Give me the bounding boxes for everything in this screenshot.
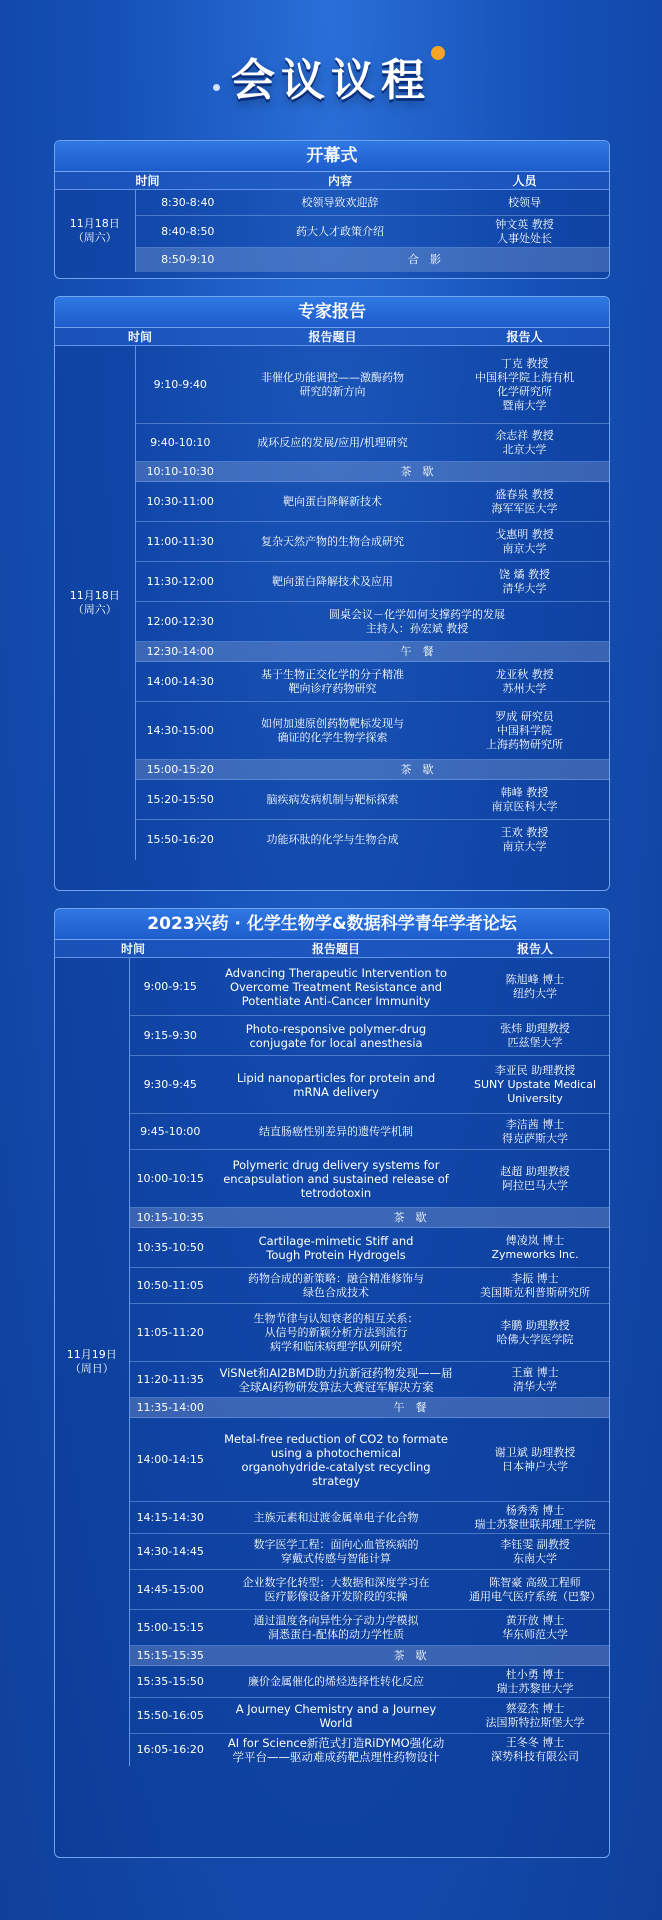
time-cell: 9:15-9:30 — [129, 1016, 211, 1056]
time-cell: 10:00-10:15 — [129, 1150, 211, 1208]
topic-cell — [225, 780, 440, 820]
merged-cell — [225, 642, 609, 662]
speaker-text: 王冬冬 博士 深势科技有限公司 — [491, 1735, 579, 1763]
topic-cell — [211, 1268, 461, 1304]
table-row — [55, 642, 609, 662]
topic-cell — [211, 1502, 461, 1534]
time-cell: 9:30-9:45 — [129, 1056, 211, 1114]
merged-cell — [211, 1646, 609, 1666]
time-cell: 16:05-16:20 — [129, 1734, 211, 1766]
table-row — [55, 1114, 609, 1150]
time-cell: 10:35-10:50 — [129, 1228, 211, 1268]
date-cell — [55, 958, 129, 1766]
speaker-text: 李洁茜 博士 得克萨斯大学 — [502, 1117, 568, 1145]
col-time: 时间 — [55, 940, 211, 958]
forum-table — [55, 940, 609, 1766]
time-cell: 10:10-10:30 — [135, 462, 225, 482]
topic-text: A Journey Chemistry and a Journey World — [235, 1701, 437, 1730]
table-row — [55, 1534, 609, 1570]
time-cell: 14:45-15:00 — [129, 1570, 211, 1610]
speaker-cell — [440, 562, 609, 602]
date-cell — [55, 346, 135, 860]
speaker-text: 校领导 — [508, 195, 541, 209]
time-cell: 15:35-15:50 — [129, 1666, 211, 1698]
table-row — [55, 1016, 609, 1056]
topic-text: Polymeric drug delivery systems for encapsulation and sustained release of tetrodotoxin — [223, 1157, 449, 1200]
table-row — [55, 1056, 609, 1114]
topic-cell — [211, 1304, 461, 1362]
expert-header-row — [55, 328, 609, 346]
speaker-text: 张炜 助理教授 匹兹堡大学 — [500, 1021, 570, 1049]
table-row — [55, 760, 609, 780]
merged-cell — [225, 760, 609, 780]
table-row — [55, 1698, 609, 1734]
merged-text: 茶 歇 — [400, 464, 434, 478]
time-cell: 14:00-14:30 — [135, 662, 225, 702]
topic-text: 数字医学工程：面向心血管疾病的 穿戴式传感与智能计算 — [253, 1537, 419, 1565]
table-row — [55, 958, 609, 1016]
topic-cell — [211, 1610, 461, 1646]
time-cell: 14:00-14:15 — [129, 1418, 211, 1502]
speaker-text: 盛春泉 教授 海军军医大学 — [491, 487, 558, 515]
topic-cell — [225, 662, 440, 702]
expert-table — [55, 328, 609, 860]
table-row — [55, 1646, 609, 1666]
merged-cell — [211, 1208, 609, 1228]
topic-text: 生物节律与认知衰老的相互关系： 从信号的新颖分析方法到流行 病学和临床病理学队列研究 — [253, 1311, 419, 1353]
date-label: 11月18日 — [69, 216, 120, 230]
table-row — [55, 1208, 609, 1228]
table-row — [55, 820, 609, 860]
topic-text: 结直肠癌性别差异的遗传学机制 — [259, 1124, 414, 1138]
speaker-text: 丁克 教授 中国科学院上海有机 化学研究所 暨南大学 — [475, 356, 574, 412]
topic-cell — [225, 482, 440, 522]
topic-text: Advancing Therapeutic Intervention to Overcome Treatment Resistance and Potentiate Anti-Cancer Immunity — [225, 965, 447, 1008]
table-row — [55, 1362, 609, 1398]
topic-cell — [211, 1698, 461, 1734]
speaker-cell — [461, 1016, 609, 1056]
table-row — [55, 780, 609, 820]
speaker-text: 罗成 研究员 中国科学院 上海药物研究所 — [486, 709, 563, 751]
speaker-text: 钟文英 教授 人事处处长 — [495, 217, 554, 245]
merged-text: 茶 歇 — [393, 1210, 427, 1224]
time-cell: 14:30-14:45 — [129, 1534, 211, 1570]
table-row — [55, 702, 609, 760]
table-row — [55, 346, 609, 424]
merged-text: 午 餐 — [400, 644, 434, 658]
topic-cell — [211, 1056, 461, 1114]
topic-cell — [240, 190, 440, 216]
speaker-cell — [461, 1304, 609, 1362]
table-row — [55, 1418, 609, 1502]
merged-cell — [225, 462, 609, 482]
topic-cell — [211, 1114, 461, 1150]
speaker-cell — [461, 1502, 609, 1534]
speaker-text: 陈旭峰 博士 纽约大学 — [505, 972, 565, 1000]
merged-text: 茶 歇 — [393, 1648, 427, 1662]
speaker-cell — [440, 216, 609, 248]
time-cell: 9:40-10:10 — [135, 424, 225, 462]
topic-cell — [225, 820, 440, 860]
topic-cell — [211, 1534, 461, 1570]
table-row — [55, 1398, 609, 1418]
speaker-text: 谢卫斌 助理教授 日本神户大学 — [494, 1445, 576, 1473]
time-cell: 9:00-9:15 — [129, 958, 211, 1016]
table-row — [55, 424, 609, 462]
speaker-cell — [440, 522, 609, 562]
speaker-cell — [461, 1114, 609, 1150]
table-row — [55, 248, 609, 272]
time-cell: 11:00-11:30 — [135, 522, 225, 562]
time-cell: 15:20-15:50 — [135, 780, 225, 820]
speaker-text: 杨秀秀 博士 瑞士苏黎世联邦理工学院 — [474, 1503, 596, 1531]
speaker-cell — [440, 424, 609, 462]
col-topic: 报告题目 — [211, 940, 461, 958]
table-row — [55, 216, 609, 248]
forum-header-row — [55, 940, 609, 958]
table-row — [55, 1610, 609, 1646]
topic-text: ViSNet和AI2BMD助力抗新冠药物发现——届 全球AI药物研发算法大赛冠军解决方案 — [219, 1365, 453, 1394]
time-cell: 15:00-15:20 — [135, 760, 225, 780]
speaker-text: 王童 博士 清华大学 — [511, 1365, 559, 1393]
topic-cell — [211, 1228, 461, 1268]
speaker-cell — [461, 1228, 609, 1268]
merged-cell — [240, 248, 609, 272]
speaker-text: 杜小勇 博士 瑞士苏黎世大学 — [496, 1667, 574, 1695]
topic-cell — [211, 1570, 461, 1610]
speaker-text: 余志祥 教授 北京大学 — [495, 428, 554, 456]
topic-text: 企业数字化转型：大数据和深度学习在 医疗影像设备开发阶段的实操 — [242, 1575, 430, 1603]
merged-text: 圆桌会议－化学如何支撑药学的发展 主持人：孙宏斌 教授 — [329, 607, 505, 635]
forum-title: 2023兴药 · 化学生物学&数据科学青年学者论坛 — [55, 909, 609, 940]
topic-text: 通过温度各向异性分子动力学模拟 洞悉蛋白-配体的动力学性质 — [253, 1613, 419, 1641]
time-cell: 12:30-14:00 — [135, 642, 225, 662]
table-row — [55, 190, 609, 216]
col-speaker: 报告人 — [440, 328, 609, 346]
topic-cell — [225, 346, 440, 424]
date-label: 11月19日 — [66, 1347, 117, 1361]
time-cell: 10:15-10:35 — [129, 1208, 211, 1228]
time-cell: 15:50-16:05 — [129, 1698, 211, 1734]
weekday-label: （周六） — [72, 230, 117, 244]
topic-cell — [225, 702, 440, 760]
topic-text: 非催化功能调控——激酶药物 研究的新方向 — [261, 370, 405, 398]
topic-text: Lipid nanoparticles for protein and mRNA delivery — [236, 1070, 436, 1099]
decor-orange-dot — [431, 46, 445, 60]
topic-cell — [225, 522, 440, 562]
speaker-cell — [461, 1610, 609, 1646]
topic-text: 基于生物正交化学的分子精准 靶向诊疗药物研究 — [261, 667, 405, 695]
time-cell: 15:50-16:20 — [135, 820, 225, 860]
topic-text: 药大人才政策介绍 — [296, 224, 385, 238]
merged-text: 合 影 — [408, 252, 441, 266]
speaker-cell — [461, 1534, 609, 1570]
table-row — [55, 1502, 609, 1534]
speaker-cell — [440, 482, 609, 522]
topic-cell — [211, 1362, 461, 1398]
forum-section — [54, 908, 610, 1858]
col-content: 内容 — [240, 172, 440, 190]
speaker-text: 李振 博士 美国斯克利普斯研究所 — [480, 1271, 590, 1299]
opening-table — [55, 172, 609, 272]
time-cell: 12:00-12:30 — [135, 602, 225, 642]
merged-cell — [225, 602, 609, 642]
topic-text: AI for Science新范式打造RiDYMO强化动 学平台——驱动难成药靶点理性药物设计 — [227, 1735, 445, 1764]
weekday-label: （周六） — [72, 602, 117, 616]
opening-header-row — [55, 172, 609, 190]
time-cell: 9:10-9:40 — [135, 346, 225, 424]
time-cell: 15:00-15:15 — [129, 1610, 211, 1646]
speaker-cell — [440, 346, 609, 424]
time-cell: 8:50-9:10 — [135, 248, 240, 272]
col-person: 人员 — [440, 172, 609, 190]
table-row — [55, 1228, 609, 1268]
weekday-label: （周日） — [69, 1361, 114, 1375]
speaker-text: 李鹏 助理教授 哈佛大学医学院 — [496, 1318, 574, 1346]
speaker-text: 龙亚秋 教授 苏州大学 — [495, 667, 554, 695]
time-cell: 15:15-15:35 — [129, 1646, 211, 1666]
time-cell: 8:40-8:50 — [135, 216, 240, 248]
speaker-cell — [461, 1268, 609, 1304]
topic-text: 药物合成的新策略：融合精准修饰与 绿色合成技术 — [248, 1271, 425, 1299]
speaker-cell — [461, 1418, 609, 1502]
topic-text: 主族元素和过渡金属单电子化合物 — [253, 1510, 419, 1524]
speaker-cell — [461, 1150, 609, 1208]
topic-cell — [211, 1734, 461, 1766]
time-cell: 11:05-11:20 — [129, 1304, 211, 1362]
speaker-text: 陈智豪 高级工程师 通用电气医疗系统（巴黎） — [469, 1575, 601, 1603]
speaker-cell — [461, 1698, 609, 1734]
speaker-text: 李亚民 助理教授 SUNY Upstate Medical University — [474, 1063, 597, 1105]
speaker-text: 王欢 教授 南京大学 — [500, 825, 549, 853]
page-header — [0, 44, 662, 108]
topic-text: 功能环肽的化学与生物合成 — [266, 832, 399, 846]
col-speaker: 报告人 — [461, 940, 609, 958]
table-row — [55, 482, 609, 522]
speaker-text: 韩峰 教授 南京医科大学 — [491, 785, 558, 813]
topic-cell — [225, 562, 440, 602]
topic-text: 校领导致欢迎辞 — [301, 195, 379, 209]
decor-white-dot — [213, 84, 220, 91]
table-row — [55, 1734, 609, 1766]
topic-cell — [211, 1016, 461, 1056]
topic-cell — [225, 424, 440, 462]
col-time: 时间 — [55, 172, 240, 190]
topic-cell — [211, 1666, 461, 1698]
topic-cell — [211, 1418, 461, 1502]
speaker-cell — [461, 1666, 609, 1698]
topic-text: Photo-responsive polymer-drug conjugate for local anesthesia — [245, 1021, 427, 1050]
col-topic: 报告题目 — [225, 328, 440, 346]
speaker-cell — [440, 820, 609, 860]
table-row — [55, 462, 609, 482]
table-row — [55, 1268, 609, 1304]
topic-cell — [211, 1150, 461, 1208]
table-row — [55, 1304, 609, 1362]
col-time: 时间 — [55, 328, 225, 346]
time-cell: 11:30-12:00 — [135, 562, 225, 602]
topic-text: Cartilage-mimetic Stiff and Tough Protein Hydrogels — [258, 1233, 414, 1262]
topic-text: Metal-free reduction of CO2 to formate using a photochemical organohydride-catalyst recycling strategy — [224, 1431, 448, 1488]
topic-text: 脑疾病发病机制与靶标探索 — [266, 792, 399, 806]
speaker-cell — [440, 190, 609, 216]
merged-text: 茶 歇 — [400, 762, 434, 776]
table-row — [55, 1666, 609, 1698]
table-row — [55, 1150, 609, 1208]
speaker-cell — [461, 958, 609, 1016]
topic-text: 如何加速原创药物靶标发现与 确证的化学生物学探索 — [261, 716, 405, 744]
expert-section — [54, 296, 610, 891]
speaker-text: 戈惠明 教授 南京大学 — [495, 527, 554, 555]
time-cell: 9:45-10:00 — [129, 1114, 211, 1150]
speaker-text: 黄开放 博士 华东师范大学 — [502, 1613, 568, 1641]
topic-text: 成环反应的发展/应用/机理研究 — [257, 435, 408, 449]
topic-text: 靶向蛋白降解技术及应用 — [272, 574, 394, 588]
opening-section — [54, 140, 610, 279]
table-row — [55, 1570, 609, 1610]
merged-text: 午 餐 — [393, 1400, 427, 1414]
speaker-text: 李钰雯 副教授 东南大学 — [500, 1537, 570, 1565]
date-cell — [55, 190, 135, 272]
topic-cell — [211, 958, 461, 1016]
topic-text: 靶向蛋白降解新技术 — [283, 494, 383, 508]
speaker-cell — [461, 1734, 609, 1766]
time-cell: 14:15-14:30 — [129, 1502, 211, 1534]
time-cell: 11:20-11:35 — [129, 1362, 211, 1398]
table-row — [55, 522, 609, 562]
speaker-text: 饶 燏 教授 清华大学 — [499, 567, 550, 595]
speaker-cell — [440, 780, 609, 820]
speaker-cell — [440, 702, 609, 760]
page-title: 会议议程 — [231, 44, 431, 108]
date-label: 11月18日 — [69, 588, 120, 602]
topic-text: 复杂天然产物的生物合成研究 — [261, 534, 405, 548]
opening-title: 开幕式 — [55, 141, 609, 172]
time-cell: 8:30-8:40 — [135, 190, 240, 216]
topic-text: 廉价金属催化的烯烃选择性转化反应 — [248, 1674, 425, 1688]
speaker-cell — [440, 662, 609, 702]
speaker-text: 蔡爱杰 博士 法国斯特拉斯堡大学 — [485, 1701, 585, 1729]
expert-title: 专家报告 — [55, 297, 609, 328]
time-cell: 14:30-15:00 — [135, 702, 225, 760]
speaker-cell — [461, 1056, 609, 1114]
time-cell: 10:50-11:05 — [129, 1268, 211, 1304]
speaker-cell — [461, 1570, 609, 1610]
speaker-text: 赵超 助理教授 阿拉巴马大学 — [500, 1164, 570, 1192]
table-row — [55, 662, 609, 702]
table-row — [55, 602, 609, 642]
topic-cell — [240, 216, 440, 248]
speaker-cell — [461, 1362, 609, 1398]
speaker-text: 傅凌岚 博士 Zymeworks Inc. — [491, 1233, 579, 1261]
table-row — [55, 562, 609, 602]
time-cell: 10:30-11:00 — [135, 482, 225, 522]
time-cell: 11:35-14:00 — [129, 1398, 211, 1418]
merged-cell — [211, 1398, 609, 1418]
